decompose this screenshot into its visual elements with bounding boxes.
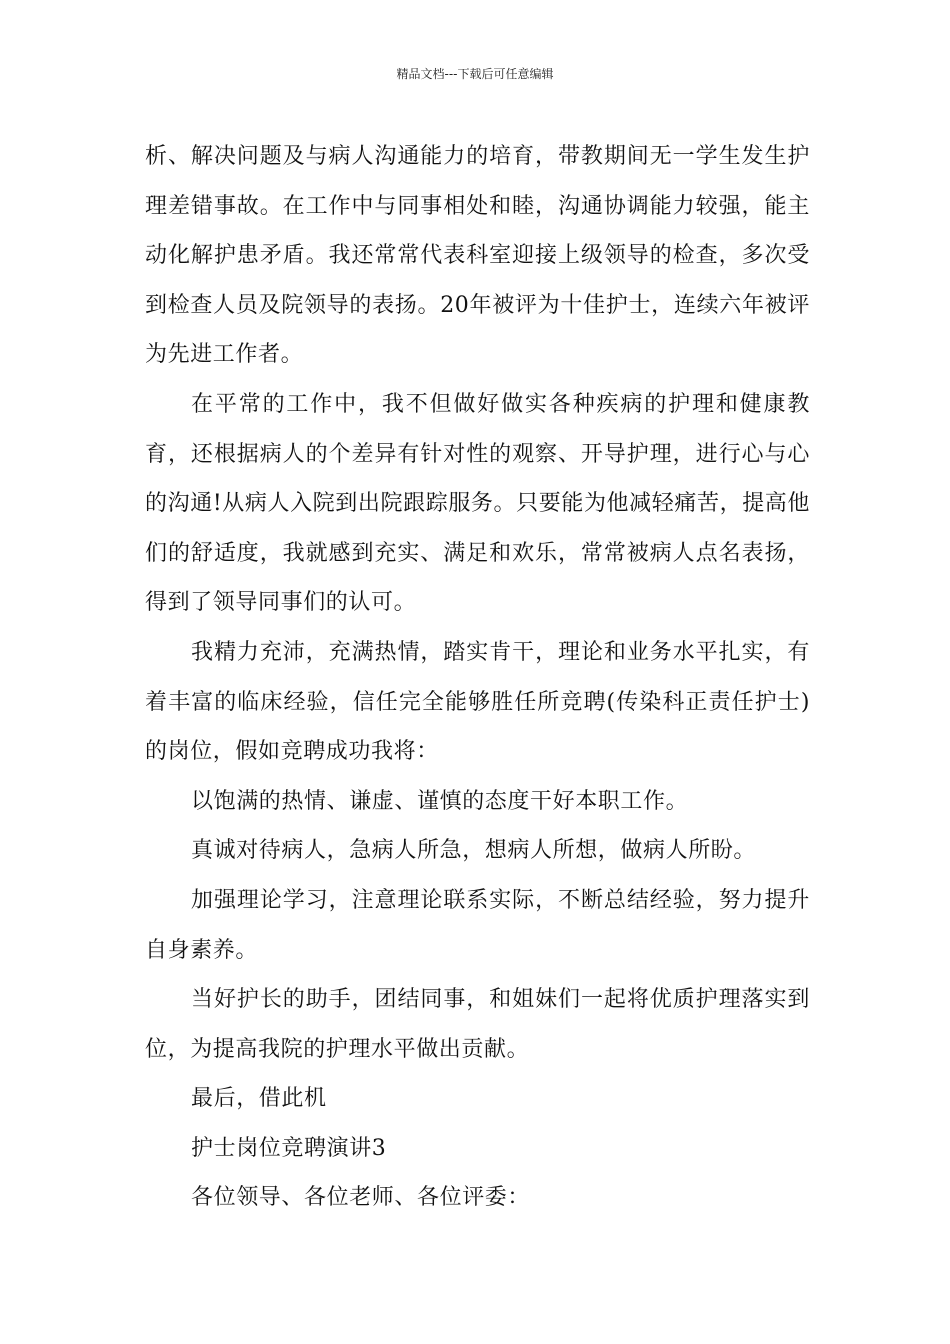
paragraph-pledge-2: 真诚对待病人，急病人所急，想病人所想，做病人所盼。	[191, 838, 757, 864]
paragraph-pledge-1: 以饱满的热情、谦虚、谨慎的态度干好本职工作。	[191, 788, 689, 814]
paragraph-closing: 最后，借此机	[191, 1086, 327, 1112]
paragraph-pledge-4: 当好护长的助手，团结同事，和姐妹们一起将优质护理落实到位，为提高我院的护理水平做出贡献。	[145, 987, 810, 1062]
section-title: 护士岗位竞聘演讲3	[191, 1135, 387, 1161]
paragraph-continuation: 析、解决问题及与病人沟通能力的培育，带教期间无一学生发生护理差错事故。在工作中与同事相处和睦，沟通协调能力较强，能主动化解护患矛盾。我还常常代表科室迎接上级领导的检查，多次受到检查人员及院领导的表扬。20年被评为十佳护士，连续六年被评为先进工作者。	[145, 144, 810, 368]
page-header: 精品文档---下载后可任意编辑	[396, 67, 554, 81]
paragraph-qualifications: 我精力充沛，充满热情，踏实肯干，理论和业务水平扎实，有着丰富的临床经验，信任完全能够胜任所竞聘(传染科正责任护士)的岗位，假如竞聘成功我将：	[145, 639, 810, 765]
paragraph-pledge-3: 加强理论学习，注意理论联系实际，不断总结经验，努力提升自身素养。	[145, 887, 810, 963]
paragraph-daily-work: 在平常的工作中，我不但做好做实各种疾病的护理和健康教育，还根据病人的个差异有针对性的观察、开导护理，进行心与心的沟通!从病人入院到出院跟踪服务。只要能为他减轻痛苦，提高他们的舒适度，我就感到充实、满足和欢乐，常常被病人点名表扬，得到了领导同事们的认可。	[145, 391, 810, 616]
document-body	[145, 132, 810, 1223]
salutation: 各位领导、各位老师、各位评委：	[191, 1185, 531, 1211]
